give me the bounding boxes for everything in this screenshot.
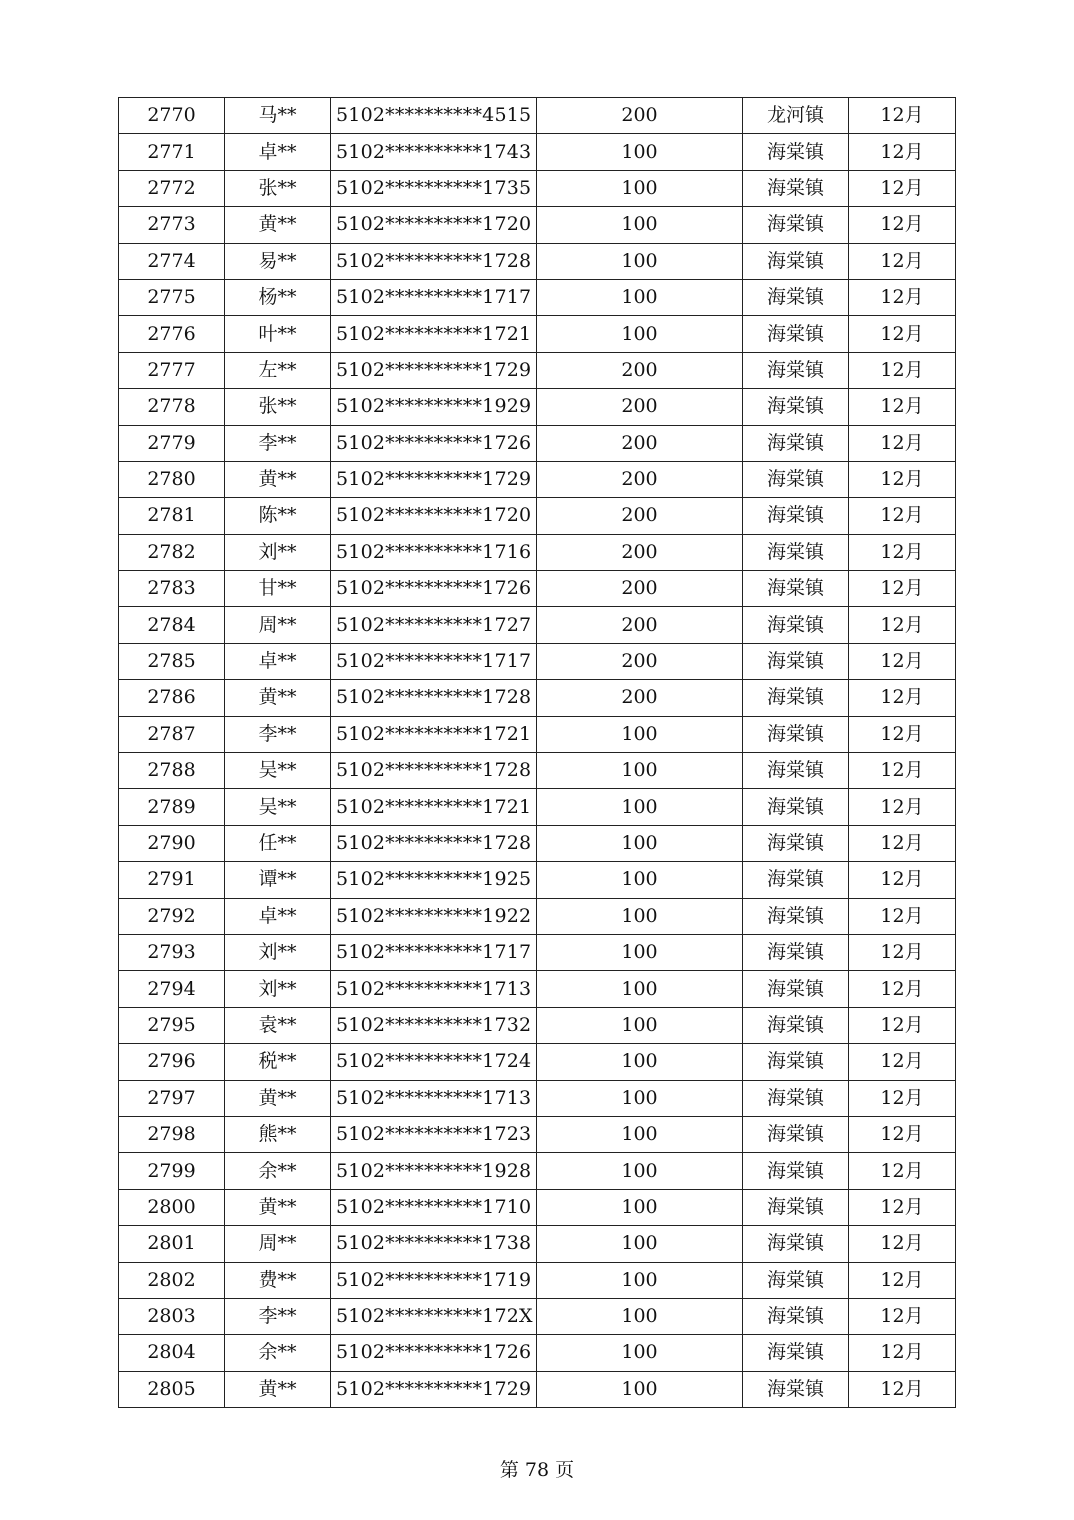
amount-cell: 100	[537, 1044, 743, 1080]
month-cell: 12月	[849, 425, 956, 461]
table-row	[119, 207, 956, 243]
amount-cell: 100	[537, 898, 743, 934]
serial-number-cell: 2787	[119, 716, 225, 752]
town-cell: 海棠镇	[743, 207, 849, 243]
month-cell: 12月	[849, 789, 956, 825]
serial-number-cell: 2786	[119, 680, 225, 716]
table-row	[119, 389, 956, 425]
serial-number-cell: 2771	[119, 134, 225, 170]
table-row	[119, 1335, 956, 1371]
town-cell: 海棠镇	[743, 1226, 849, 1262]
table-row	[119, 571, 956, 607]
table-row	[119, 898, 956, 934]
serial-number-cell: 2789	[119, 789, 225, 825]
name-cell: 刘**	[225, 934, 331, 970]
id-number-cell: 5102**********1717	[331, 643, 537, 679]
month-cell: 12月	[849, 1262, 956, 1298]
id-number-cell: 5102**********1727	[331, 607, 537, 643]
name-cell: 刘**	[225, 534, 331, 570]
name-cell: 叶**	[225, 316, 331, 352]
id-number-cell: 5102**********1726	[331, 425, 537, 461]
amount-cell: 200	[537, 571, 743, 607]
id-number-cell: 5102**********1922	[331, 898, 537, 934]
month-cell: 12月	[849, 1044, 956, 1080]
name-cell: 费**	[225, 1262, 331, 1298]
name-cell: 袁**	[225, 1007, 331, 1043]
name-cell: 任**	[225, 825, 331, 861]
serial-number-cell: 2777	[119, 352, 225, 388]
id-number-cell: 5102**********1724	[331, 1044, 537, 1080]
table-row	[119, 461, 956, 497]
town-cell: 海棠镇	[743, 461, 849, 497]
town-cell: 海棠镇	[743, 1007, 849, 1043]
month-cell: 12月	[849, 1153, 956, 1189]
serial-number-cell: 2780	[119, 461, 225, 497]
id-number-cell: 5102**********1717	[331, 279, 537, 315]
table-row	[119, 680, 956, 716]
town-cell: 海棠镇	[743, 352, 849, 388]
id-number-cell: 5102**********1728	[331, 825, 537, 861]
id-number-cell: 5102**********1729	[331, 461, 537, 497]
roster-table-body	[119, 98, 956, 1408]
serial-number-cell: 2774	[119, 243, 225, 279]
name-cell: 马**	[225, 98, 331, 134]
table-row	[119, 716, 956, 752]
table-row	[119, 279, 956, 315]
month-cell: 12月	[849, 207, 956, 243]
table-row	[119, 316, 956, 352]
id-number-cell: 5102**********1729	[331, 1371, 537, 1407]
id-number-cell: 5102**********1925	[331, 862, 537, 898]
month-cell: 12月	[849, 279, 956, 315]
month-cell: 12月	[849, 498, 956, 534]
id-number-cell: 5102**********1728	[331, 680, 537, 716]
serial-number-cell: 2801	[119, 1226, 225, 1262]
id-number-cell: 5102**********1726	[331, 571, 537, 607]
amount-cell: 200	[537, 534, 743, 570]
serial-number-cell: 2785	[119, 643, 225, 679]
amount-cell: 100	[537, 1298, 743, 1334]
town-cell: 海棠镇	[743, 170, 849, 206]
id-number-cell: 5102**********1717	[331, 934, 537, 970]
amount-cell: 200	[537, 352, 743, 388]
town-cell: 龙河镇	[743, 98, 849, 134]
amount-cell: 200	[537, 680, 743, 716]
amount-cell: 100	[537, 1153, 743, 1189]
month-cell: 12月	[849, 680, 956, 716]
month-cell: 12月	[849, 716, 956, 752]
table-row	[119, 1371, 956, 1407]
id-number-cell: 5102**********1710	[331, 1189, 537, 1225]
town-cell: 海棠镇	[743, 389, 849, 425]
table-row	[119, 934, 956, 970]
name-cell: 杨**	[225, 279, 331, 315]
roster-table	[118, 97, 956, 1408]
town-cell: 海棠镇	[743, 680, 849, 716]
town-cell: 海棠镇	[743, 716, 849, 752]
id-number-cell: 5102**********172X	[331, 1298, 537, 1334]
table-row	[119, 170, 956, 206]
serial-number-cell: 2779	[119, 425, 225, 461]
town-cell: 海棠镇	[743, 1371, 849, 1407]
town-cell: 海棠镇	[743, 134, 849, 170]
month-cell: 12月	[849, 316, 956, 352]
town-cell: 海棠镇	[743, 571, 849, 607]
month-cell: 12月	[849, 825, 956, 861]
name-cell: 熊**	[225, 1116, 331, 1152]
name-cell: 张**	[225, 389, 331, 425]
month-cell: 12月	[849, 898, 956, 934]
name-cell: 黄**	[225, 1080, 331, 1116]
amount-cell: 100	[537, 862, 743, 898]
name-cell: 卓**	[225, 643, 331, 679]
id-number-cell: 5102**********1728	[331, 243, 537, 279]
month-cell: 12月	[849, 571, 956, 607]
name-cell: 左**	[225, 352, 331, 388]
serial-number-cell: 2791	[119, 862, 225, 898]
amount-cell: 100	[537, 1371, 743, 1407]
id-number-cell: 5102**********1721	[331, 716, 537, 752]
amount-cell: 100	[537, 716, 743, 752]
serial-number-cell: 2783	[119, 571, 225, 607]
town-cell: 海棠镇	[743, 316, 849, 352]
serial-number-cell: 2802	[119, 1262, 225, 1298]
serial-number-cell: 2798	[119, 1116, 225, 1152]
id-number-cell: 5102**********4515	[331, 98, 537, 134]
amount-cell: 100	[537, 825, 743, 861]
id-number-cell: 5102**********1735	[331, 170, 537, 206]
table-row	[119, 134, 956, 170]
amount-cell: 100	[537, 170, 743, 206]
table-row	[119, 1298, 956, 1334]
name-cell: 吴**	[225, 789, 331, 825]
table-row	[119, 1226, 956, 1262]
name-cell: 余**	[225, 1335, 331, 1371]
id-number-cell: 5102**********1719	[331, 1262, 537, 1298]
table-row	[119, 753, 956, 789]
month-cell: 12月	[849, 1226, 956, 1262]
month-cell: 12月	[849, 1007, 956, 1043]
name-cell: 税**	[225, 1044, 331, 1080]
name-cell: 黄**	[225, 207, 331, 243]
serial-number-cell: 2805	[119, 1371, 225, 1407]
town-cell: 海棠镇	[743, 934, 849, 970]
month-cell: 12月	[849, 971, 956, 1007]
table-row	[119, 643, 956, 679]
town-cell: 海棠镇	[743, 898, 849, 934]
amount-cell: 100	[537, 753, 743, 789]
id-number-cell: 5102**********1732	[331, 1007, 537, 1043]
name-cell: 李**	[225, 425, 331, 461]
month-cell: 12月	[849, 1335, 956, 1371]
amount-cell: 200	[537, 98, 743, 134]
name-cell: 黄**	[225, 1371, 331, 1407]
table-row	[119, 498, 956, 534]
month-cell: 12月	[849, 534, 956, 570]
table-row	[119, 243, 956, 279]
table-row	[119, 425, 956, 461]
table-row	[119, 1080, 956, 1116]
name-cell: 黄**	[225, 1189, 331, 1225]
id-number-cell: 5102**********1928	[331, 1153, 537, 1189]
name-cell: 黄**	[225, 461, 331, 497]
amount-cell: 200	[537, 607, 743, 643]
id-number-cell: 5102**********1720	[331, 498, 537, 534]
month-cell: 12月	[849, 607, 956, 643]
name-cell: 卓**	[225, 134, 331, 170]
town-cell: 海棠镇	[743, 607, 849, 643]
month-cell: 12月	[849, 1080, 956, 1116]
id-number-cell: 5102**********1713	[331, 971, 537, 1007]
town-cell: 海棠镇	[743, 498, 849, 534]
id-number-cell: 5102**********1721	[331, 789, 537, 825]
town-cell: 海棠镇	[743, 825, 849, 861]
month-cell: 12月	[849, 98, 956, 134]
town-cell: 海棠镇	[743, 425, 849, 461]
table-row	[119, 1262, 956, 1298]
month-cell: 12月	[849, 643, 956, 679]
amount-cell: 100	[537, 934, 743, 970]
amount-cell: 100	[537, 1226, 743, 1262]
table-row	[119, 1116, 956, 1152]
serial-number-cell: 2804	[119, 1335, 225, 1371]
town-cell: 海棠镇	[743, 789, 849, 825]
amount-cell: 100	[537, 789, 743, 825]
month-cell: 12月	[849, 243, 956, 279]
name-cell: 易**	[225, 243, 331, 279]
amount-cell: 100	[537, 1189, 743, 1225]
month-cell: 12月	[849, 170, 956, 206]
month-cell: 12月	[849, 862, 956, 898]
month-cell: 12月	[849, 461, 956, 497]
id-number-cell: 5102**********1726	[331, 1335, 537, 1371]
name-cell: 周**	[225, 607, 331, 643]
name-cell: 余**	[225, 1153, 331, 1189]
serial-number-cell: 2782	[119, 534, 225, 570]
table-row	[119, 971, 956, 1007]
town-cell: 海棠镇	[743, 643, 849, 679]
serial-number-cell: 2772	[119, 170, 225, 206]
town-cell: 海棠镇	[743, 1262, 849, 1298]
amount-cell: 200	[537, 498, 743, 534]
amount-cell: 100	[537, 1262, 743, 1298]
name-cell: 周**	[225, 1226, 331, 1262]
id-number-cell: 5102**********1721	[331, 316, 537, 352]
table-row	[119, 825, 956, 861]
town-cell: 海棠镇	[743, 1116, 849, 1152]
id-number-cell: 5102**********1729	[331, 352, 537, 388]
serial-number-cell: 2799	[119, 1153, 225, 1189]
amount-cell: 100	[537, 1007, 743, 1043]
name-cell: 黄**	[225, 680, 331, 716]
town-cell: 海棠镇	[743, 1298, 849, 1334]
month-cell: 12月	[849, 1116, 956, 1152]
month-cell: 12月	[849, 1298, 956, 1334]
serial-number-cell: 2796	[119, 1044, 225, 1080]
amount-cell: 200	[537, 389, 743, 425]
amount-cell: 100	[537, 1116, 743, 1152]
name-cell: 李**	[225, 1298, 331, 1334]
amount-cell: 100	[537, 279, 743, 315]
serial-number-cell: 2781	[119, 498, 225, 534]
town-cell: 海棠镇	[743, 971, 849, 1007]
amount-cell: 100	[537, 207, 743, 243]
table-row	[119, 1007, 956, 1043]
id-number-cell: 5102**********1723	[331, 1116, 537, 1152]
table-row	[119, 1189, 956, 1225]
id-number-cell: 5102**********1716	[331, 534, 537, 570]
page-number: 第 78 页	[499, 1459, 575, 1481]
serial-number-cell: 2803	[119, 1298, 225, 1334]
serial-number-cell: 2800	[119, 1189, 225, 1225]
serial-number-cell: 2790	[119, 825, 225, 861]
amount-cell: 100	[537, 134, 743, 170]
serial-number-cell: 2797	[119, 1080, 225, 1116]
amount-cell: 200	[537, 425, 743, 461]
table-row	[119, 1153, 956, 1189]
town-cell: 海棠镇	[743, 862, 849, 898]
name-cell: 吴**	[225, 753, 331, 789]
serial-number-cell: 2784	[119, 607, 225, 643]
table-row	[119, 1044, 956, 1080]
serial-number-cell: 2770	[119, 98, 225, 134]
id-number-cell: 5102**********1713	[331, 1080, 537, 1116]
amount-cell: 200	[537, 643, 743, 679]
serial-number-cell: 2775	[119, 279, 225, 315]
town-cell: 海棠镇	[743, 1153, 849, 1189]
serial-number-cell: 2793	[119, 934, 225, 970]
town-cell: 海棠镇	[743, 1189, 849, 1225]
name-cell: 张**	[225, 170, 331, 206]
table-row	[119, 352, 956, 388]
town-cell: 海棠镇	[743, 243, 849, 279]
serial-number-cell: 2776	[119, 316, 225, 352]
town-cell: 海棠镇	[743, 279, 849, 315]
month-cell: 12月	[849, 753, 956, 789]
town-cell: 海棠镇	[743, 1080, 849, 1116]
id-number-cell: 5102**********1743	[331, 134, 537, 170]
id-number-cell: 5102**********1720	[331, 207, 537, 243]
month-cell: 12月	[849, 352, 956, 388]
name-cell: 刘**	[225, 971, 331, 1007]
serial-number-cell: 2795	[119, 1007, 225, 1043]
amount-cell: 200	[537, 461, 743, 497]
serial-number-cell: 2788	[119, 753, 225, 789]
id-number-cell: 5102**********1929	[331, 389, 537, 425]
name-cell: 李**	[225, 716, 331, 752]
amount-cell: 100	[537, 316, 743, 352]
amount-cell: 100	[537, 243, 743, 279]
table-row	[119, 607, 956, 643]
name-cell: 甘**	[225, 571, 331, 607]
id-number-cell: 5102**********1738	[331, 1226, 537, 1262]
table-row	[119, 862, 956, 898]
month-cell: 12月	[849, 934, 956, 970]
month-cell: 12月	[849, 1189, 956, 1225]
town-cell: 海棠镇	[743, 1335, 849, 1371]
serial-number-cell: 2773	[119, 207, 225, 243]
month-cell: 12月	[849, 1371, 956, 1407]
serial-number-cell: 2794	[119, 971, 225, 1007]
town-cell: 海棠镇	[743, 1044, 849, 1080]
serial-number-cell: 2778	[119, 389, 225, 425]
serial-number-cell: 2792	[119, 898, 225, 934]
name-cell: 卓**	[225, 898, 331, 934]
month-cell: 12月	[849, 389, 956, 425]
name-cell: 陈**	[225, 498, 331, 534]
name-cell: 谭**	[225, 862, 331, 898]
table-row	[119, 98, 956, 134]
amount-cell: 100	[537, 971, 743, 1007]
town-cell: 海棠镇	[743, 753, 849, 789]
table-row	[119, 534, 956, 570]
amount-cell: 100	[537, 1335, 743, 1371]
town-cell: 海棠镇	[743, 534, 849, 570]
month-cell: 12月	[849, 134, 956, 170]
table-row	[119, 789, 956, 825]
amount-cell: 100	[537, 1080, 743, 1116]
id-number-cell: 5102**********1728	[331, 753, 537, 789]
